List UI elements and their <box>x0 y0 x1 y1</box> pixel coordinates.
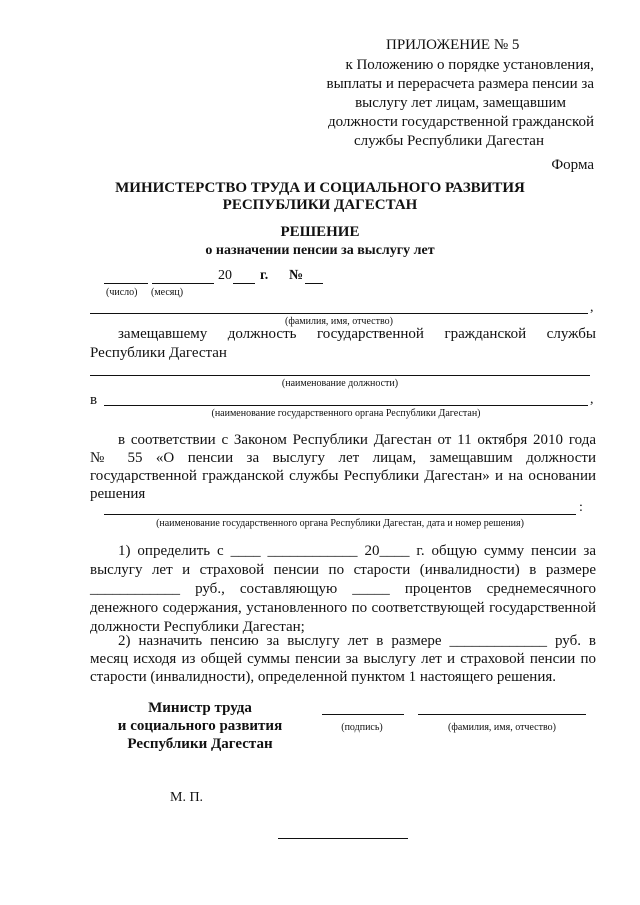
signature-caption: (подпись) <box>341 722 383 733</box>
appendix-line-2: выплаты и перерасчета размера пенсии за <box>326 76 594 92</box>
organ-comma: , <box>590 392 594 407</box>
decision-subtitle: о назначении пенсии за выслугу лет <box>205 243 435 258</box>
position-line <box>90 375 590 376</box>
item1-line-2: выслугу лет и страховой пенсии по старости (инвалидности) в размере <box>90 562 596 578</box>
basis-colon: : <box>579 500 583 515</box>
item1-line-4: денежного содержания, установленного по соответствующей государственной <box>90 600 596 616</box>
name-caption: (фамилия, имя, отчество) <box>448 722 556 733</box>
organ-line <box>104 405 588 406</box>
number-label: № <box>289 268 304 283</box>
footer-line <box>278 838 408 839</box>
caption-day: (число) <box>106 287 138 298</box>
form-label: Форма <box>551 157 594 173</box>
fio-comma: , <box>590 300 594 315</box>
year-line <box>233 283 255 284</box>
position-caption: (наименование должности) <box>281 378 399 389</box>
item2-line-1: 2) назначить пенсию за выслугу лет в размере _____________ руб. в <box>118 633 596 649</box>
in-label: в <box>90 392 98 408</box>
stamp-label: М. П. <box>170 790 204 805</box>
number-line <box>305 283 323 284</box>
basis-line-3: государственной гражданской службы Республики Дагестан» и на основании <box>90 468 596 484</box>
caption-month: (месяц) <box>151 287 184 298</box>
fio-line <box>90 313 588 314</box>
basis-caption: (наименование государственного органа Республики Дагестан, дата и номер решения) <box>156 518 524 529</box>
ministry-line-2: РЕСПУБЛИКИ ДАГЕСТАН <box>222 197 418 213</box>
minister-line-1: Министр труда <box>148 700 252 716</box>
item2-line-2: месяц исходя из общей суммы пенсии за выслугу лет и страховой пенсии по <box>90 651 596 667</box>
signature-line <box>322 714 404 715</box>
fio-caption: (фамилия, имя, отчество) <box>285 316 393 327</box>
position-line-2: Республики Дагестан <box>90 345 227 361</box>
year-prefix: 20 <box>218 268 232 283</box>
decision-title: РЕШЕНИЕ <box>280 224 360 240</box>
year-suffix: г. <box>260 268 269 283</box>
appendix-line-1: к Положению о порядке установления, <box>345 57 594 73</box>
basis-line-1: в соответствии с Законом Республики Дагестан от 11 октября 2010 года <box>118 432 596 448</box>
day-line <box>104 283 148 284</box>
appendix-line-5: службы Республики Дагестан <box>353 133 544 149</box>
basis-line-2: № 55 «О пенсии за выслугу лет лицам, замещавшим должности <box>90 450 596 466</box>
name-line <box>418 714 586 715</box>
position-line-1: замещавшему должность государственной гражданской службы <box>118 326 596 342</box>
month-line <box>152 283 214 284</box>
item2-last-line: старости (инвалидности), определенной пунктом 1 настоящего решения. <box>90 669 557 685</box>
organ-caption: (наименование государственного органа Республики Дагестан) <box>211 408 481 419</box>
ministry-line-1: МИНИСТЕРСТВО ТРУДА И СОЦИАЛЬНОГО РАЗВИТИЯ <box>115 180 525 196</box>
item1-line-1: 1) определить с ____ ____________ 20____ г. общую сумму пенсии за <box>118 543 596 559</box>
minister-line-2: и социального развития <box>117 718 283 734</box>
appendix-line-3: выслугу лет лицам, замещавшим <box>355 95 566 111</box>
basis-last-line: решения <box>90 486 146 502</box>
appendix-line-4: должности государственной гражданской <box>327 114 594 130</box>
minister-line-3: Республики Дагестан <box>127 736 273 752</box>
item1-line-3: ____________ руб., составляющую _____ процентов среднемесячного <box>90 581 596 597</box>
basis-line <box>104 514 576 515</box>
item1-last-line: должности Республики Дагестан; <box>90 619 305 635</box>
appendix-title: ПРИЛОЖЕНИЕ № 5 <box>386 37 520 53</box>
